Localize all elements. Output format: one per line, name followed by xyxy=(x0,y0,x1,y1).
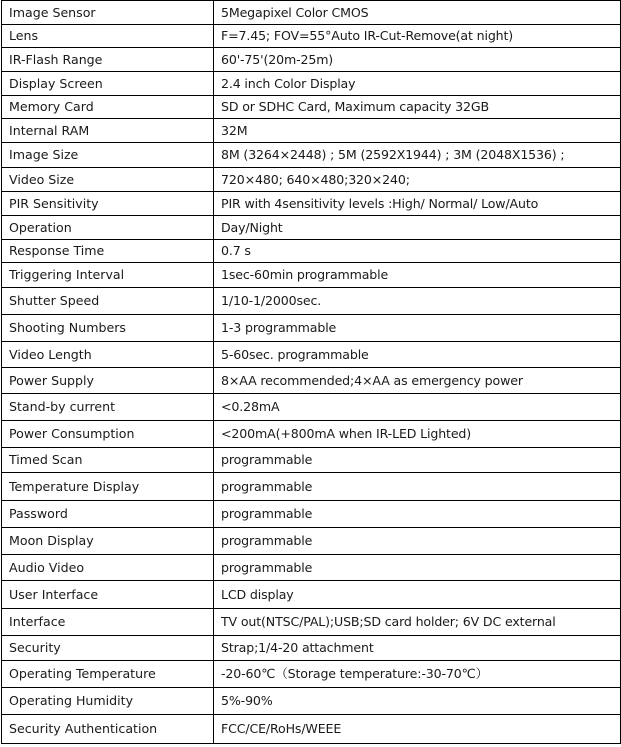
spec-row xyxy=(2,368,621,394)
spec-value: programmable xyxy=(214,448,621,473)
spec-label: Timed Scan xyxy=(2,448,214,473)
spec-label: Lens xyxy=(2,25,214,48)
spec-label: Security xyxy=(2,636,214,661)
spec-row xyxy=(2,72,621,96)
spec-row xyxy=(2,688,621,715)
spec-value: LCD display xyxy=(214,581,621,609)
spec-value: 8M (3264×2448) ; 5M (2592X1944) ; 3M (2048X1536) ; xyxy=(214,143,621,168)
spec-table xyxy=(1,0,621,744)
spec-value: 32M xyxy=(214,119,621,143)
spec-label: Display Screen xyxy=(2,72,214,96)
spec-value: <200mA(+800mA when IR-LED Lighted) xyxy=(214,421,621,448)
spec-value: 8×AA recommended;4×AA as emergency power xyxy=(214,368,621,394)
spec-row xyxy=(2,421,621,448)
spec-value: programmable xyxy=(214,501,621,528)
spec-value: 5Megapixel Color CMOS xyxy=(214,1,621,25)
spec-value: 720×480; 640×480;320×240; xyxy=(214,168,621,192)
spec-row xyxy=(2,263,621,288)
spec-row xyxy=(2,636,621,661)
spec-label: Stand-by current xyxy=(2,394,214,421)
spec-value: programmable xyxy=(214,473,621,501)
spec-label: Password xyxy=(2,501,214,528)
spec-value: Strap;1/4-20 attachment xyxy=(214,636,621,661)
spec-row xyxy=(2,119,621,143)
spec-label: Memory Card xyxy=(2,96,214,119)
spec-row xyxy=(2,288,621,315)
spec-row xyxy=(2,661,621,688)
spec-row xyxy=(2,48,621,72)
spec-label: IR-Flash Range xyxy=(2,48,214,72)
spec-value: 0.7 s xyxy=(214,240,621,263)
spec-row xyxy=(2,240,621,263)
spec-value: PIR with 4sensitivity levels :High/ Normal/ Low/Auto xyxy=(214,192,621,216)
spec-label: Interface xyxy=(2,609,214,636)
spec-row xyxy=(2,342,621,368)
spec-value: 5-60sec. programmable xyxy=(214,342,621,368)
spec-value: 1/10-1/2000sec. xyxy=(214,288,621,315)
spec-value: -20-60℃（Storage temperature:-30-70℃） xyxy=(214,661,621,688)
spec-row xyxy=(2,1,621,25)
spec-label: Operating Temperature xyxy=(2,661,214,688)
spec-table-body xyxy=(2,1,621,744)
spec-row xyxy=(2,25,621,48)
spec-label: PIR Sensitivity xyxy=(2,192,214,216)
spec-row xyxy=(2,394,621,421)
spec-value: Day/Night xyxy=(214,216,621,240)
spec-label: Moon Display xyxy=(2,528,214,555)
spec-label: Shutter Speed xyxy=(2,288,214,315)
spec-label: Operating Humidity xyxy=(2,688,214,715)
spec-label: Temperature Display xyxy=(2,473,214,501)
spec-value: TV out(NTSC/PAL);USB;SD card holder; 6V DC external xyxy=(214,609,621,636)
spec-value: 2.4 inch Color Display xyxy=(214,72,621,96)
spec-label: User Interface xyxy=(2,581,214,609)
spec-value: programmable xyxy=(214,555,621,581)
spec-value: F=7.45; FOV=55°Auto IR-Cut-Remove(at night) xyxy=(214,25,621,48)
spec-label: Shooting Numbers xyxy=(2,315,214,342)
spec-value: SD or SDHC Card, Maximum capacity 32GB xyxy=(214,96,621,119)
spec-row xyxy=(2,448,621,473)
spec-value: programmable xyxy=(214,528,621,555)
spec-value: 5%-90% xyxy=(214,688,621,715)
spec-row xyxy=(2,143,621,168)
spec-row xyxy=(2,715,621,744)
spec-label: Security Authentication xyxy=(2,715,214,744)
spec-label: Audio Video xyxy=(2,555,214,581)
spec-label: Power Supply xyxy=(2,368,214,394)
spec-label: Image Size xyxy=(2,143,214,168)
spec-value: FCC/CE/RoHs/WEEE xyxy=(214,715,621,744)
spec-row xyxy=(2,609,621,636)
spec-value: 1-3 programmable xyxy=(214,315,621,342)
spec-row xyxy=(2,555,621,581)
spec-row xyxy=(2,581,621,609)
spec-row xyxy=(2,528,621,555)
spec-label: Operation xyxy=(2,216,214,240)
spec-label: Video Size xyxy=(2,168,214,192)
spec-label: Internal RAM xyxy=(2,119,214,143)
spec-label: Video Length xyxy=(2,342,214,368)
spec-label: Power Consumption xyxy=(2,421,214,448)
spec-value: <0.28mA xyxy=(214,394,621,421)
spec-row xyxy=(2,315,621,342)
spec-row xyxy=(2,192,621,216)
spec-label: Response Time xyxy=(2,240,214,263)
spec-row xyxy=(2,501,621,528)
spec-value: 60'-75'(20m-25m) xyxy=(214,48,621,72)
spec-value: 1sec-60min programmable xyxy=(214,263,621,288)
spec-row xyxy=(2,96,621,119)
spec-row xyxy=(2,473,621,501)
spec-row xyxy=(2,168,621,192)
spec-row xyxy=(2,216,621,240)
spec-label: Triggering Interval xyxy=(2,263,214,288)
spec-label: Image Sensor xyxy=(2,1,214,25)
